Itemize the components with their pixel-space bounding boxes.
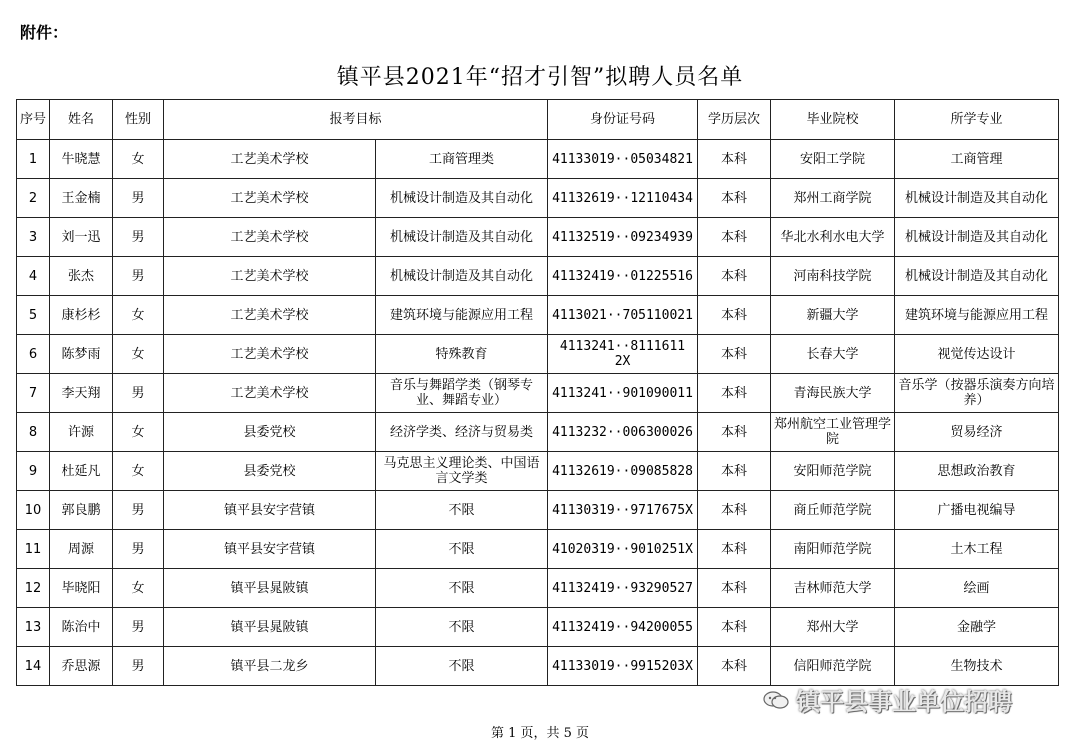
cell-unit: 镇平县晁陂镇 bbox=[164, 608, 376, 647]
cell-education: 本科 bbox=[698, 140, 771, 179]
cell-major: 机械设计制造及其自动化 bbox=[895, 218, 1059, 257]
cell-education: 本科 bbox=[698, 452, 771, 491]
cell-major: 工商管理 bbox=[895, 140, 1059, 179]
cell-no: 13 bbox=[17, 608, 50, 647]
cell-unit: 镇平县晁陂镇 bbox=[164, 569, 376, 608]
table-row bbox=[17, 335, 1059, 374]
cell-school: 安阳师范学院 bbox=[771, 452, 895, 491]
cell-no: 3 bbox=[17, 218, 50, 257]
cell-gender: 男 bbox=[113, 491, 164, 530]
header-id: 身份证号码 bbox=[548, 100, 698, 140]
cell-position: 不限 bbox=[376, 569, 548, 608]
cell-position: 机械设计制造及其自动化 bbox=[376, 218, 548, 257]
table-row bbox=[17, 530, 1059, 569]
cell-school: 吉林师范大学 bbox=[771, 569, 895, 608]
cell-no: 4 bbox=[17, 257, 50, 296]
attachment-label: 附件： bbox=[20, 23, 69, 42]
cell-unit: 县委党校 bbox=[164, 452, 376, 491]
cell-school: 长春大学 bbox=[771, 335, 895, 374]
table-row bbox=[17, 179, 1059, 218]
cell-id: 41133019··9915203X bbox=[548, 647, 698, 686]
cell-major: 建筑环境与能源应用工程 bbox=[895, 296, 1059, 335]
cell-position: 音乐与舞蹈学类（钢琴专业、舞蹈专业） bbox=[376, 374, 548, 413]
cell-no: 1 bbox=[17, 140, 50, 179]
cell-major: 生物技术 bbox=[895, 647, 1059, 686]
cell-gender: 男 bbox=[113, 374, 164, 413]
cell-unit: 工艺美术学校 bbox=[164, 140, 376, 179]
cell-education: 本科 bbox=[698, 647, 771, 686]
cell-id: 41132419··94200055 bbox=[548, 608, 698, 647]
cell-name: 郭良鹏 bbox=[50, 491, 113, 530]
cell-education: 本科 bbox=[698, 179, 771, 218]
cell-no: 11 bbox=[17, 530, 50, 569]
cell-education: 本科 bbox=[698, 530, 771, 569]
cell-position: 特殊教育 bbox=[376, 335, 548, 374]
cell-education: 本科 bbox=[698, 374, 771, 413]
cell-major: 思想政治教育 bbox=[895, 452, 1059, 491]
table-row bbox=[17, 218, 1059, 257]
cell-id: 41020319··9010251X bbox=[548, 530, 698, 569]
page-title: 镇平县2021年“招才引智”拟聘人员名单 bbox=[336, 65, 744, 90]
cell-name: 乔思源 bbox=[50, 647, 113, 686]
cell-no: 6 bbox=[17, 335, 50, 374]
cell-school: 郑州大学 bbox=[771, 608, 895, 647]
table-row bbox=[17, 569, 1059, 608]
cell-position: 不限 bbox=[376, 608, 548, 647]
cell-education: 本科 bbox=[698, 413, 771, 452]
table-header-row bbox=[17, 100, 1059, 140]
cell-id: 41132619··12110434 bbox=[548, 179, 698, 218]
table-row bbox=[17, 257, 1059, 296]
cell-unit: 工艺美术学校 bbox=[164, 257, 376, 296]
cell-name: 陈治中 bbox=[50, 608, 113, 647]
cell-school: 商丘师范学院 bbox=[771, 491, 895, 530]
cell-unit: 工艺美术学校 bbox=[164, 296, 376, 335]
cell-major: 音乐学（按器乐演奏方向培养） bbox=[895, 374, 1059, 413]
cell-id: 4113232··006300026 bbox=[548, 413, 698, 452]
cell-major: 金融学 bbox=[895, 608, 1059, 647]
cell-unit: 工艺美术学校 bbox=[164, 335, 376, 374]
cell-no: 9 bbox=[17, 452, 50, 491]
table-row bbox=[17, 413, 1059, 452]
cell-id: 41132619··09085828 bbox=[548, 452, 698, 491]
cell-no: 5 bbox=[17, 296, 50, 335]
cell-school: 青海民族大学 bbox=[771, 374, 895, 413]
watermark-text: 镇平县事业单位招聘 bbox=[796, 688, 1012, 716]
page-footer: 第 1 页，共 5 页 bbox=[490, 726, 590, 741]
cell-major: 视觉传达设计 bbox=[895, 335, 1059, 374]
cell-gender: 女 bbox=[113, 296, 164, 335]
cell-name: 陈梦雨 bbox=[50, 335, 113, 374]
cell-gender: 男 bbox=[113, 608, 164, 647]
cell-id: 41132519··09234939 bbox=[548, 218, 698, 257]
header-target: 报考目标 bbox=[164, 100, 548, 140]
cell-name: 杜延凡 bbox=[50, 452, 113, 491]
cell-unit: 镇平县安字营镇 bbox=[164, 491, 376, 530]
header-no: 序号 bbox=[17, 100, 50, 140]
cell-name: 李天翔 bbox=[50, 374, 113, 413]
cell-position: 不限 bbox=[376, 530, 548, 569]
cell-education: 本科 bbox=[698, 569, 771, 608]
cell-position: 机械设计制造及其自动化 bbox=[376, 257, 548, 296]
cell-school: 华北水利水电大学 bbox=[771, 218, 895, 257]
cell-gender: 男 bbox=[113, 647, 164, 686]
roster-table bbox=[16, 99, 1059, 686]
table-row bbox=[17, 296, 1059, 335]
table-row bbox=[17, 647, 1059, 686]
header-school: 毕业院校 bbox=[771, 100, 895, 140]
cell-gender: 女 bbox=[113, 413, 164, 452]
table-row bbox=[17, 491, 1059, 530]
cell-id: 4113241··901090011 bbox=[548, 374, 698, 413]
cell-no: 14 bbox=[17, 647, 50, 686]
cell-name: 王金楠 bbox=[50, 179, 113, 218]
table-row bbox=[17, 140, 1059, 179]
cell-name: 毕晓阳 bbox=[50, 569, 113, 608]
cell-no: 12 bbox=[17, 569, 50, 608]
cell-no: 2 bbox=[17, 179, 50, 218]
cell-name: 刘一迅 bbox=[50, 218, 113, 257]
cell-unit: 县委党校 bbox=[164, 413, 376, 452]
table-body bbox=[17, 140, 1059, 686]
cell-position: 经济学类、经济与贸易类 bbox=[376, 413, 548, 452]
cell-major: 土木工程 bbox=[895, 530, 1059, 569]
cell-education: 本科 bbox=[698, 296, 771, 335]
cell-name: 许源 bbox=[50, 413, 113, 452]
cell-position: 马克思主义理论类、中国语言文学类 bbox=[376, 452, 548, 491]
cell-id: 41132419··01225516 bbox=[548, 257, 698, 296]
cell-unit: 镇平县安字营镇 bbox=[164, 530, 376, 569]
cell-education: 本科 bbox=[698, 491, 771, 530]
cell-gender: 男 bbox=[113, 179, 164, 218]
cell-id: 4113021··705110021 bbox=[548, 296, 698, 335]
cell-position: 建筑环境与能源应用工程 bbox=[376, 296, 548, 335]
cell-education: 本科 bbox=[698, 257, 771, 296]
cell-major: 广播电视编导 bbox=[895, 491, 1059, 530]
cell-education: 本科 bbox=[698, 335, 771, 374]
cell-school: 安阳工学院 bbox=[771, 140, 895, 179]
cell-major: 机械设计制造及其自动化 bbox=[895, 179, 1059, 218]
header-major: 所学专业 bbox=[895, 100, 1059, 140]
cell-id: 4113241··8111611 2X bbox=[548, 335, 698, 374]
cell-gender: 女 bbox=[113, 452, 164, 491]
header-education: 学历层次 bbox=[698, 100, 771, 140]
table-row bbox=[17, 608, 1059, 647]
cell-gender: 女 bbox=[113, 335, 164, 374]
cell-school: 新疆大学 bbox=[771, 296, 895, 335]
cell-major: 机械设计制造及其自动化 bbox=[895, 257, 1059, 296]
watermark bbox=[762, 682, 1012, 717]
cell-school: 南阳师范学院 bbox=[771, 530, 895, 569]
wechat-icon bbox=[762, 690, 790, 710]
cell-education: 本科 bbox=[698, 608, 771, 647]
cell-name: 康杉杉 bbox=[50, 296, 113, 335]
cell-name: 牛晓慧 bbox=[50, 140, 113, 179]
cell-id: 41133019··05034821 bbox=[548, 140, 698, 179]
cell-position: 机械设计制造及其自动化 bbox=[376, 179, 548, 218]
cell-gender: 男 bbox=[113, 218, 164, 257]
cell-major: 绘画 bbox=[895, 569, 1059, 608]
cell-gender: 女 bbox=[113, 140, 164, 179]
cell-no: 7 bbox=[17, 374, 50, 413]
cell-name: 周源 bbox=[50, 530, 113, 569]
cell-id: 41132419··93290527 bbox=[548, 569, 698, 608]
cell-unit: 工艺美术学校 bbox=[164, 218, 376, 257]
table-row bbox=[17, 374, 1059, 413]
header-name: 姓名 bbox=[50, 100, 113, 140]
cell-name: 张杰 bbox=[50, 257, 113, 296]
header-gender: 性别 bbox=[113, 100, 164, 140]
cell-education: 本科 bbox=[698, 218, 771, 257]
cell-gender: 男 bbox=[113, 530, 164, 569]
cell-no: 8 bbox=[17, 413, 50, 452]
table-row bbox=[17, 452, 1059, 491]
cell-position: 不限 bbox=[376, 647, 548, 686]
cell-gender: 女 bbox=[113, 569, 164, 608]
cell-school: 河南科技学院 bbox=[771, 257, 895, 296]
cell-unit: 工艺美术学校 bbox=[164, 179, 376, 218]
cell-no: 10 bbox=[17, 491, 50, 530]
cell-school: 郑州工商学院 bbox=[771, 179, 895, 218]
cell-id: 41130319··9717675X bbox=[548, 491, 698, 530]
cell-position: 不限 bbox=[376, 491, 548, 530]
cell-position: 工商管理类 bbox=[376, 140, 548, 179]
cell-unit: 工艺美术学校 bbox=[164, 374, 376, 413]
cell-unit: 镇平县二龙乡 bbox=[164, 647, 376, 686]
cell-school: 郑州航空工业管理学院 bbox=[771, 413, 895, 452]
cell-school: 信阳师范学院 bbox=[771, 647, 895, 686]
cell-major: 贸易经济 bbox=[895, 413, 1059, 452]
cell-gender: 男 bbox=[113, 257, 164, 296]
